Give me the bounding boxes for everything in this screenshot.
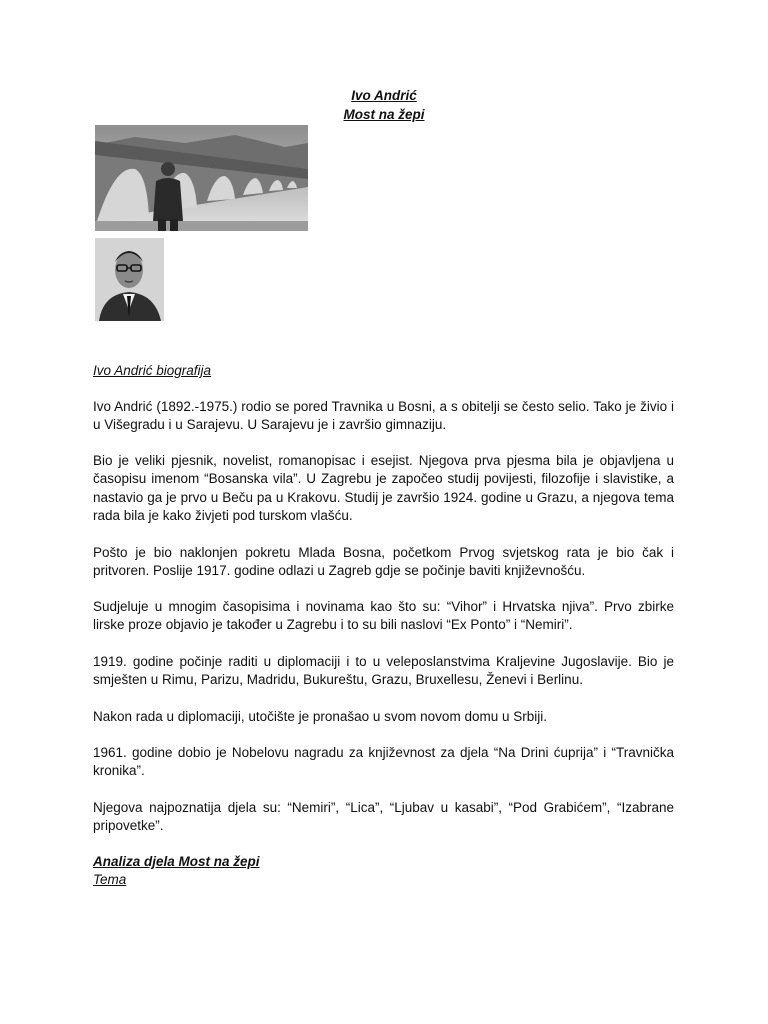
paragraph-7-block xyxy=(93,744,674,781)
paragraph-2-block xyxy=(93,452,674,525)
paragraph-5-block xyxy=(93,653,674,690)
document-title xyxy=(0,86,768,124)
paragraph-4-block xyxy=(93,598,674,635)
paragraph-8-block xyxy=(93,799,674,836)
paragraph-3-block xyxy=(93,544,674,581)
paragraph-4: Sudjeluje u mnogim časopisima i novinama kao što su: “Vihor” i Hrvatska njiva”. Prvo zbirke lirske proze objavio je također u Zagrebu i to su bili naslovi “Ex Ponto” i “Nemiri”. xyxy=(93,599,674,633)
analysis-heading-block xyxy=(93,853,674,890)
paragraph-1: Ivo Andrić (1892.-1975.) rodio se pored Travnika u Bosni, a s obitelji se često selio. Tako je živio i u Višegradu i u Sarajevu. U Sarajevu je i završio gimnaziju. xyxy=(93,399,674,433)
portrait-photo xyxy=(95,238,164,321)
paragraph-1-block xyxy=(93,398,674,435)
paragraph-6-block xyxy=(93,708,674,726)
bridge-photo xyxy=(95,125,308,231)
analysis-heading: Analiza djela Most na žepi xyxy=(93,854,260,869)
bio-heading-block xyxy=(93,362,674,380)
title-work: Most na žepi xyxy=(343,107,425,122)
paragraph-5: 1919. godine počinje raditi u diplomaciji i to u veleposlanstvima Kraljevine Jugoslavije. Bio je smješten u Rimu, Parizu, Madridu, Bukureštu, Grazu, Bruxellesu, Ženevi i Berlinu. xyxy=(93,654,674,688)
theme-heading: Tema xyxy=(93,872,127,888)
paragraph-6: Nakon rada u diplomaciji, utočište je pronašao u svom novom domu u Srbiji. xyxy=(93,709,547,724)
title-author: Ivo Andrić xyxy=(351,88,417,103)
paragraph-8: Njegova najpoznatija djela su: “Nemiri”, “Lica”, “Ljubav u kasabi”, “Pod Grabićem”, “Izabrane pripovetke”. xyxy=(93,800,674,834)
paragraph-2: Bio je veliki pjesnik, novelist, romanopisac i esejist. Njegova prva pjesma bila je objavljena u časopisu imenom “Bosanska vila”. U Zagrebu je započeo studij povijesti, filozofije i slavistike, a nastavio ga je prvo u Beču pa u Krakovu. Studij je završio 1924. godine u Grazu, a njegova tema rada bila je kako živjeti pod turskom vlašću. xyxy=(93,453,674,523)
paragraph-7: 1961. godine dobio je Nobelovu nagradu za književnost za djela “Na Drini ćuprija” i “Travnička kronika”. xyxy=(93,745,674,779)
paragraph-3: Pošto je bio naklonjen pokretu Mlada Bosna, početkom Prvog svjetskog rata je bio čak i pritvoren. Poslije 1917. godine odlazi u Zagreb gdje se počinje baviti književnošću. xyxy=(93,545,674,579)
bio-heading: Ivo Andrić biografija xyxy=(93,363,212,378)
